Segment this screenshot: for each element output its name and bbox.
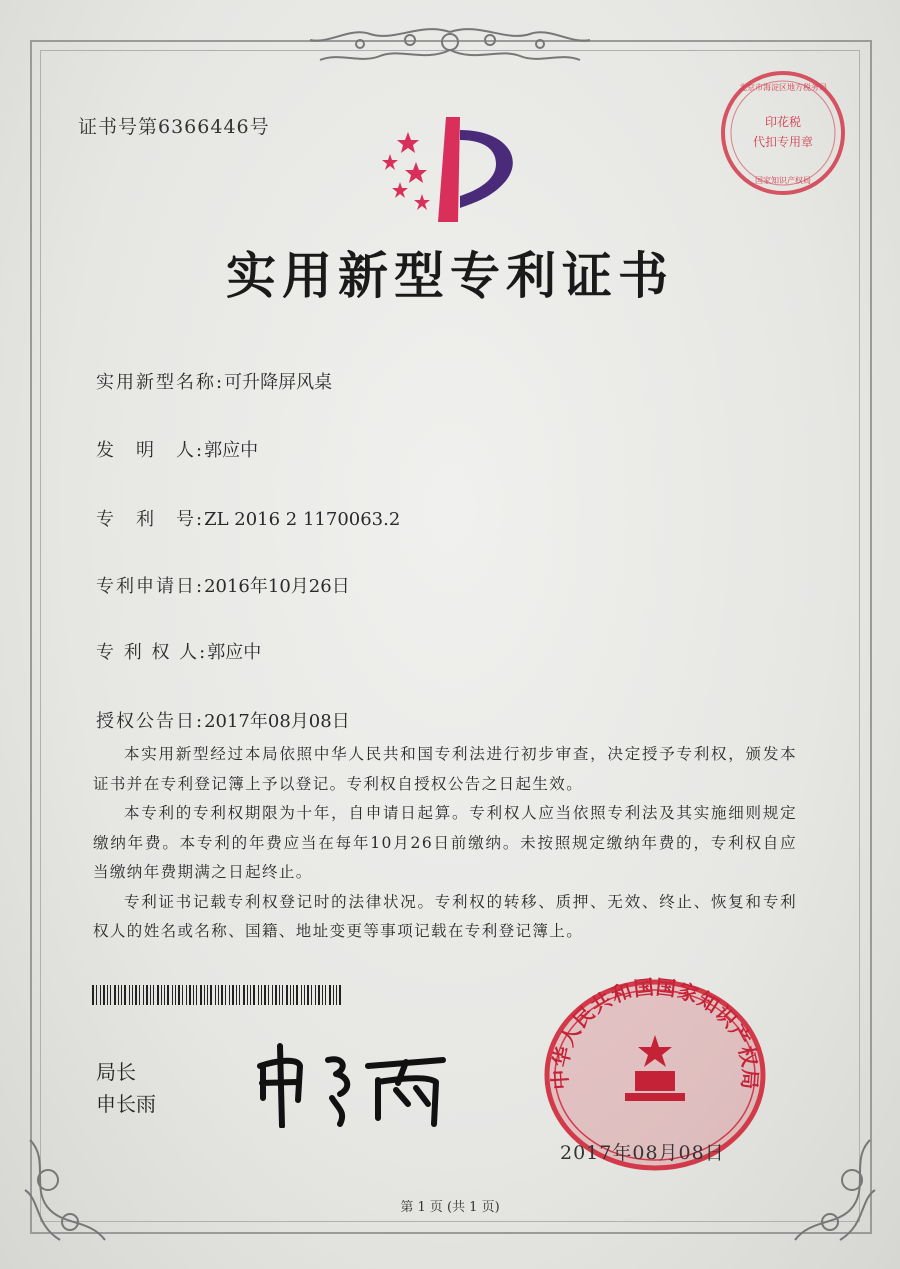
svg-text:印花税: 印花税 [764, 115, 802, 129]
svg-text:北京市海淀区地方税务局: 北京市海淀区地方税务局 [739, 83, 827, 92]
field-value: 郭应中 [207, 642, 262, 663]
field-value: 2017年08月08日 [204, 711, 350, 732]
barcode-bar [229, 985, 230, 1005]
barcode-bar [268, 985, 269, 1005]
barcode-bar [218, 985, 219, 1005]
barcode-bar [232, 985, 234, 1005]
official-block [96, 1056, 156, 1120]
barcode-bar [139, 985, 140, 1005]
barcode-bar [307, 985, 309, 1005]
barcode-bar [210, 985, 212, 1005]
field-utility-model-name [96, 368, 332, 394]
barcode-bar [272, 985, 273, 1005]
field-value: 2016年10月26日 [204, 576, 350, 597]
barcode-bar [110, 985, 111, 1005]
barcode-bar [336, 985, 337, 1005]
page-number: 第 1 页 (共 1 页) [400, 1200, 500, 1215]
barcode-bar [164, 985, 165, 1005]
barcode-bar [215, 985, 216, 1005]
barcode-bar [275, 985, 277, 1005]
tax-stamp-seal [718, 68, 848, 198]
handwritten-signature [248, 1038, 458, 1128]
barcode-bar [107, 985, 108, 1005]
barcode-bar [236, 985, 237, 1005]
barcode-bar [250, 985, 251, 1005]
barcode-bar [103, 985, 105, 1005]
barcode-bar [114, 985, 116, 1005]
barcode-bar [311, 985, 312, 1005]
field-label: 授权公告日: [96, 711, 205, 732]
barcode-bar [200, 985, 202, 1005]
barcode-bar [161, 985, 162, 1005]
body-paragraph: 本专利的专利权期限为十年，自申请日起算。专利权人应当依照专利法及其实施细则规定缴纳年费。本专利的年费应当在每年10月26日前缴纳。未按照规定缴纳年费的，专利权自应当缴纳年费期满之日起终止。 [93, 804, 797, 881]
barcode-bar [157, 985, 159, 1005]
field-grant-date [96, 707, 350, 733]
barcode-bar [121, 985, 122, 1005]
barcode-bar [143, 985, 144, 1005]
top-ornament-icon [300, 22, 600, 74]
barcode-bar [322, 985, 323, 1005]
barcode-bar [146, 985, 148, 1005]
barcode-bar [296, 985, 298, 1005]
svg-text:国家知识产权局: 国家知识产权局 [755, 176, 811, 185]
barcode-bar [290, 985, 291, 1005]
field-inventor [96, 436, 258, 462]
body-paragraph: 专利证书记载专利权登记时的法律状况。专利权的转移、质押、无效、终止、恢复和专利权人的姓名或名称、国籍、地址变更等事项记载在专利登记簿上。 [93, 892, 797, 940]
barcode-bar [286, 985, 288, 1005]
svg-text:代扣专用章: 代扣专用章 [752, 135, 814, 149]
field-value: 可升降屏风桌 [224, 372, 333, 393]
barcode-bar [196, 985, 197, 1005]
barcode-bar [247, 985, 248, 1005]
barcode-bar [172, 985, 173, 1005]
field-application-date [96, 572, 350, 598]
field-patent-number [96, 505, 400, 531]
barcode-bar [225, 985, 226, 1005]
barcode-bar [124, 985, 126, 1005]
certificate-title: 实用新型专利证书 [226, 247, 674, 305]
field-value: ZL 2016 2 1170063.2 [204, 509, 401, 530]
barcode-bar [118, 985, 119, 1005]
field-label: 专 利 号: [96, 509, 205, 530]
barcode-bar [175, 985, 176, 1005]
barcode-bar [329, 985, 331, 1005]
official-title: 局长 [96, 1060, 136, 1084]
field-label: 专 利 权 人: [96, 642, 208, 663]
bottom-right-ornament-icon [790, 1130, 880, 1250]
barcode-bar [132, 985, 133, 1005]
barcode-bar [339, 985, 341, 1005]
barcode-bar [129, 985, 130, 1005]
barcode-bar [258, 985, 259, 1005]
barcode-bar [100, 985, 101, 1005]
barcode-bar [135, 985, 137, 1005]
barcode-bar [150, 985, 151, 1005]
field-label: 专利申请日: [96, 576, 205, 597]
seal-text: 中华人民共和国国家知识产权局 [547, 975, 763, 1091]
barcode-bar [204, 985, 205, 1005]
patent-office-logo-icon [378, 112, 528, 232]
certificate-number: 证书号第6366446号 [78, 116, 270, 138]
barcode-bar [261, 985, 262, 1005]
barcode-bar [167, 985, 169, 1005]
field-value: 郭应中 [204, 440, 259, 461]
barcode-bar [186, 985, 187, 1005]
field-label: 实用新型名称: [96, 372, 225, 393]
field-patentee [96, 638, 261, 664]
barcode-bar [315, 985, 316, 1005]
seal-date: 2017年08月08日 [560, 1142, 725, 1164]
barcode-bar [264, 985, 266, 1005]
barcode-bar [96, 985, 97, 1005]
barcode-bar [243, 985, 245, 1005]
barcode-bar [153, 985, 154, 1005]
barcode-bar [318, 985, 320, 1005]
barcode-bar [325, 985, 326, 1005]
barcode-bar [193, 985, 194, 1005]
barcode-bar [178, 985, 180, 1005]
barcode-bar [333, 985, 334, 1005]
barcode-bar [221, 985, 223, 1005]
body-paragraph: 本实用新型经过本局依照中华人民共和国专利法进行初步审查，决定授予专利权，颁发本证书并在专利登记簿上予以登记。专利权自授权公告之日起生效。 [93, 745, 797, 793]
barcode-bar [279, 985, 280, 1005]
barcode-bar [239, 985, 240, 1005]
barcode-bar [282, 985, 283, 1005]
barcode-bar [301, 985, 302, 1005]
official-name: 申长雨 [96, 1092, 156, 1116]
bottom-left-ornament-icon [20, 1130, 110, 1250]
barcode-bar [207, 985, 208, 1005]
field-label: 发 明 人: [96, 440, 205, 461]
barcode-bar [189, 985, 191, 1005]
barcode-bar [253, 985, 255, 1005]
barcode-bar [182, 985, 183, 1005]
barcode-bar [304, 985, 305, 1005]
barcode-bar [92, 985, 94, 1005]
barcode-bar [293, 985, 294, 1005]
barcode [92, 985, 342, 1005]
certificate-body [93, 740, 797, 947]
